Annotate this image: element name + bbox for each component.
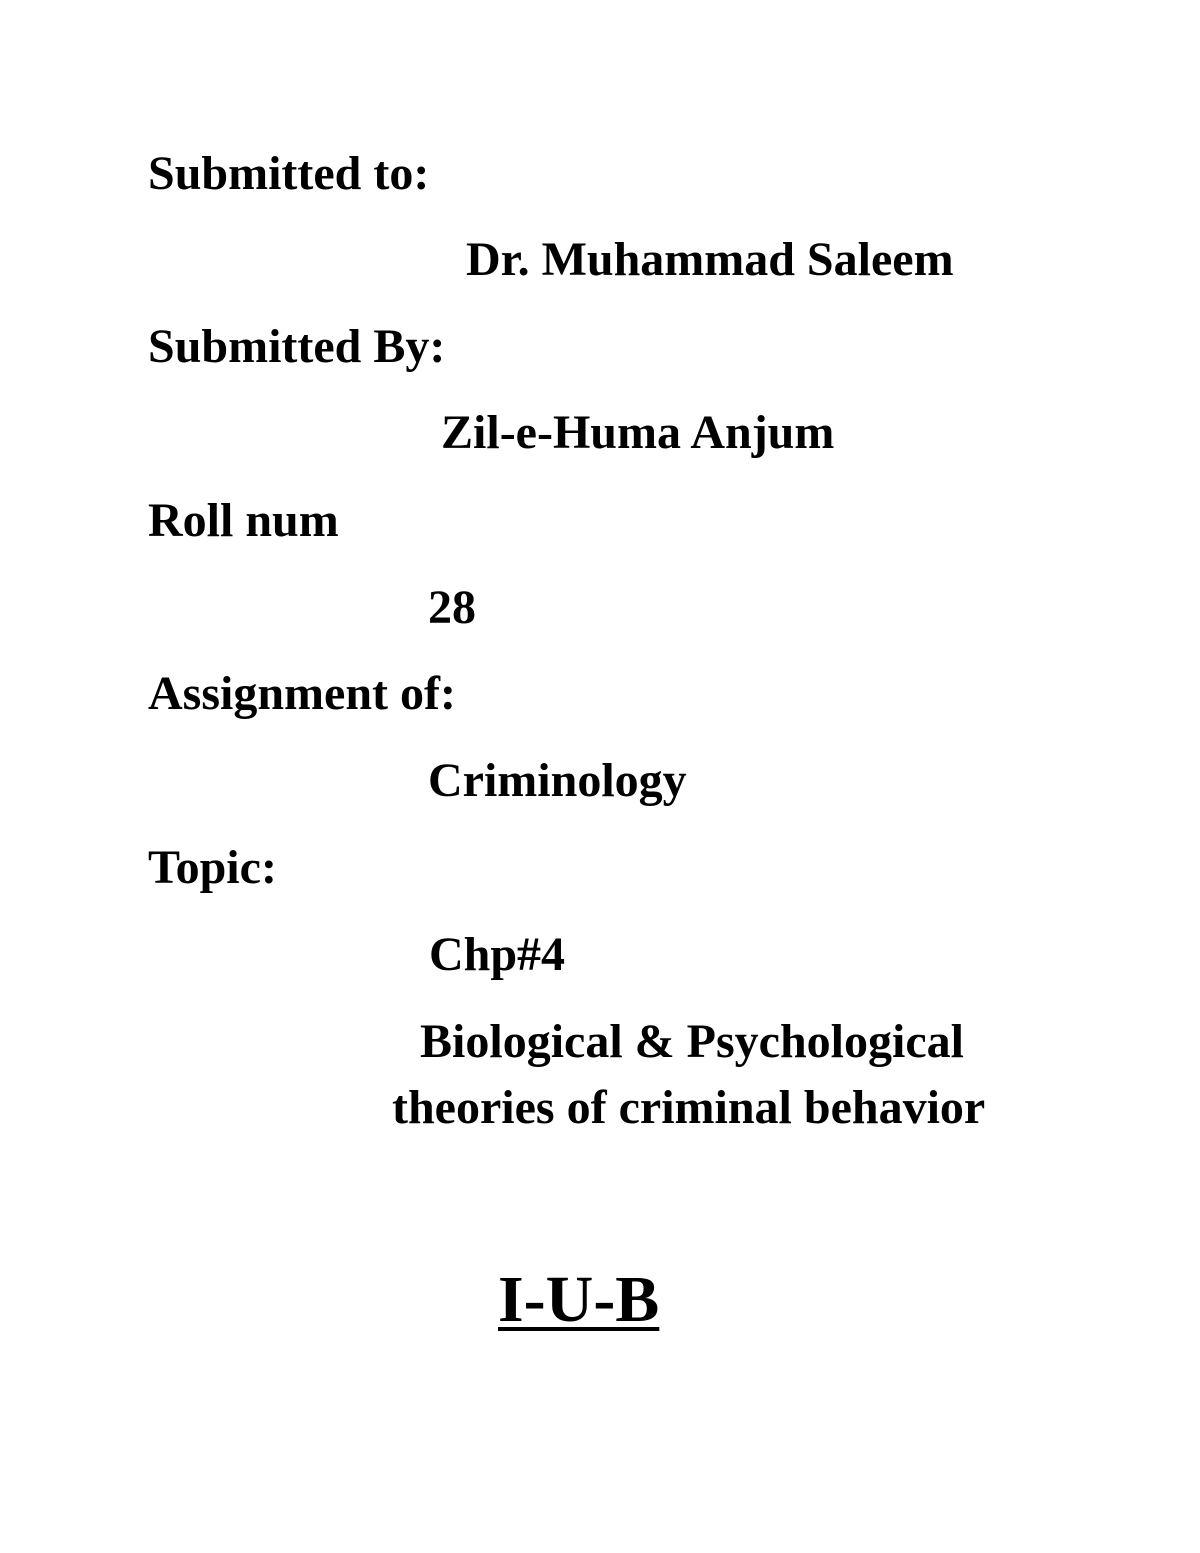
institution-name: I-U-B [498,1263,660,1336]
submitted-to-value: Dr. Muhammad Saleem [466,233,954,286]
roll-num-label: Roll num [148,494,339,547]
topic-title-line2: theories of criminal behavior [392,1081,986,1134]
submitted-by-label: Submitted By: [148,320,446,373]
submitted-to-label: Submitted to: [148,147,430,200]
roll-num-value: 28 [428,581,476,634]
assignment-value: Criminology [428,754,687,807]
assignment-label: Assignment of: [148,667,456,720]
topic-chapter: Chp#4 [429,928,566,981]
topic-title-line1: Biological & Psychological [420,1015,964,1068]
topic-label: Topic: [148,841,277,894]
submitted-by-value: Zil-e-Huma Anjum [441,406,835,459]
